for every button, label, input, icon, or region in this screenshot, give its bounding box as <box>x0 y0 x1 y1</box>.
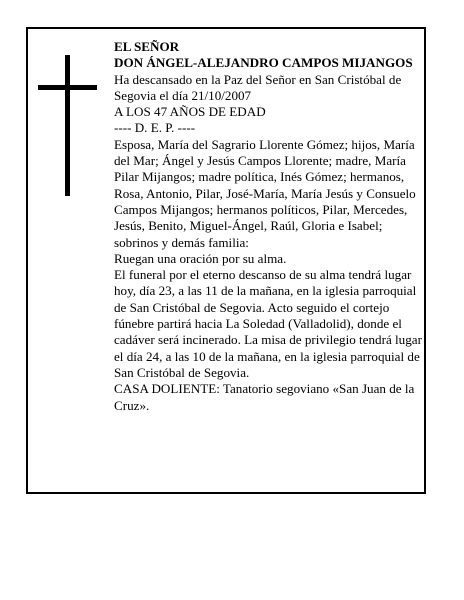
prayer-request: Ruegan una oración por su alma. <box>114 250 287 266</box>
funeral-details: El funeral por el eterno descanso de su alma tendrá lugar hoy, día 23, a las 11 de la mañana, en la iglesia parroquial de San Cristóbal de Segovia. Acto seguido el cortejo fúnebre partirá hacia La Soledad (Valladolid), donde el cadáver será incinerado. La misa de privilegio tendrá lugar el día 24, a las 10 de la mañana, en la iglesia parroquial de San Cristóbal de Segovia. <box>114 267 422 380</box>
rest-statement: Ha descansado en la Paz del Señor en San Cristóbal de Segovia el día 21/10/2007 <box>114 71 402 103</box>
family-list: Esposa, María del Sagrario Llorente Gómez; hijos, María del Mar; Ángel y Jesús Campos Llorente; madre, María Pilar Mijangos; madre política, Inés Gómez; hermanos, Rosa, Antonio, Pilar, José-María, María Jesús y Consuelo Campos Mijangos; hermanos políticos, Pilar, Mercedes, Jesús, Benito, Miguel-Ángel, Raúl, Gloria e Isabel; sobrinos y demás familia: <box>114 136 416 250</box>
rip-line: ---- D. E. P. ---- <box>114 120 196 136</box>
age-statement: A LOS 47 AÑOS DE EDAD <box>114 104 266 120</box>
obituary-text <box>114 39 426 414</box>
deceased-name: DON ÁNGEL-ALEJANDRO CAMPOS MIJANGOS <box>114 55 413 71</box>
cross-icon <box>65 55 70 196</box>
mourning-house: CASA DOLIENTE: Tanatorio segoviano «San Juan de la Cruz». <box>114 381 415 413</box>
cross-icon-crossbar <box>38 85 97 90</box>
deceased-title: EL SEÑOR <box>114 39 180 54</box>
